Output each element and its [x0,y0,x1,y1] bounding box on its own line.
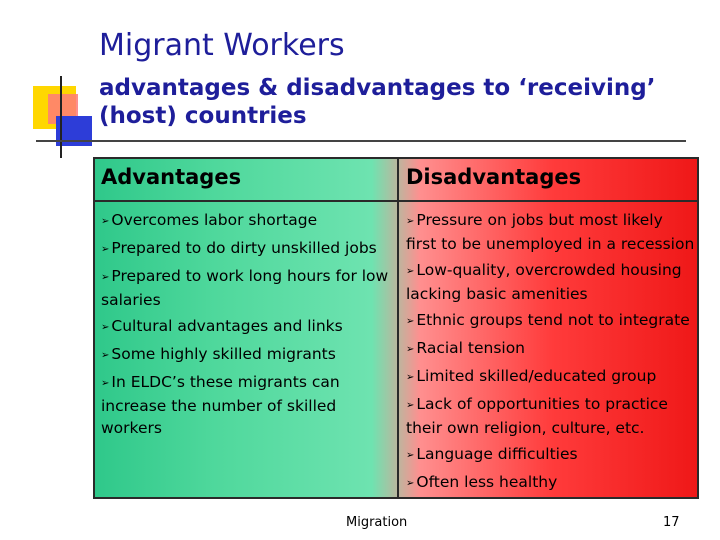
advantages-item-text: Some highly skilled migrants [111,345,336,363]
slide-subtitle: advantages & disadvantages to ‘receiving’ (host) countries [99,75,656,129]
disadvantages-item [406,209,696,255]
arrow-bullet-icon: ➢ [101,378,110,389]
comparison-table [93,157,699,499]
footer-label: Migration [346,515,408,530]
disadvantages-item [406,393,696,439]
disadvantages-item [406,443,696,467]
disadvantages-item [406,337,696,361]
disadvantages-item-text: Language difficulties [416,445,578,463]
advantages-item-text: Prepared to do dirty unskilled jobs [111,239,377,257]
arrow-bullet-icon: ➢ [101,272,110,283]
disadvantages-item-text: Limited skilled/educated group [416,367,657,385]
advantages-item [101,209,391,233]
disadvantages-item-text: Racial tension [416,339,526,357]
advantages-item-text: Prepared to work long hours for low salaries [101,267,389,309]
advantages-item-text: In ELDC’s these migrants can increase the number of skilled workers [101,373,340,437]
arrow-bullet-icon: ➢ [101,244,110,255]
arrow-bullet-icon: ➢ [406,344,415,355]
disadvantages-item [406,471,696,495]
advantages-item [101,343,391,367]
disadvantages-item-text: Ethnic groups tend not to integrate [416,311,690,329]
disadvantages-item-text: Low-quality, overcrowded housing lacking basic amenities [406,261,682,303]
advantages-item [101,237,391,261]
arrow-bullet-icon: ➢ [406,266,415,277]
disadvantages-item [406,365,696,389]
advantages-item [101,371,391,439]
arrow-bullet-icon: ➢ [406,216,415,227]
slide-title: Migrant Workers [99,28,345,63]
arrow-bullet-icon: ➢ [406,372,415,383]
disadvantages-item-text: Often less healthy [416,473,558,491]
arrow-bullet-icon: ➢ [101,216,110,227]
page-number: 17 [663,515,680,530]
decor-horizontal-line [36,140,686,142]
advantages-list [101,209,391,443]
decor-vertical-line [60,76,62,158]
disadvantages-item-text: Pressure on jobs but most likely first to be unemployed in a recession [406,211,695,253]
arrow-bullet-icon: ➢ [406,478,415,489]
arrow-bullet-icon: ➢ [406,316,415,327]
disadvantages-list [406,209,696,499]
advantages-heading: Advantages [101,165,242,189]
advantages-item [101,265,391,311]
arrow-bullet-icon: ➢ [101,350,110,361]
arrow-bullet-icon: ➢ [101,322,110,333]
advantages-item-text: Cultural advantages and links [111,317,343,335]
disadvantages-item [406,309,696,333]
advantages-item [101,315,391,339]
arrow-bullet-icon: ➢ [406,450,415,461]
disadvantages-item-text: Lack of opportunities to practice their own religion, culture, etc. [406,395,668,437]
disadvantages-heading: Disadvantages [406,165,582,189]
arrow-bullet-icon: ➢ [406,400,415,411]
disadvantages-item [406,259,696,305]
header-divider [95,200,697,202]
advantages-item-text: Overcomes labor shortage [111,211,318,229]
column-divider [397,159,399,497]
